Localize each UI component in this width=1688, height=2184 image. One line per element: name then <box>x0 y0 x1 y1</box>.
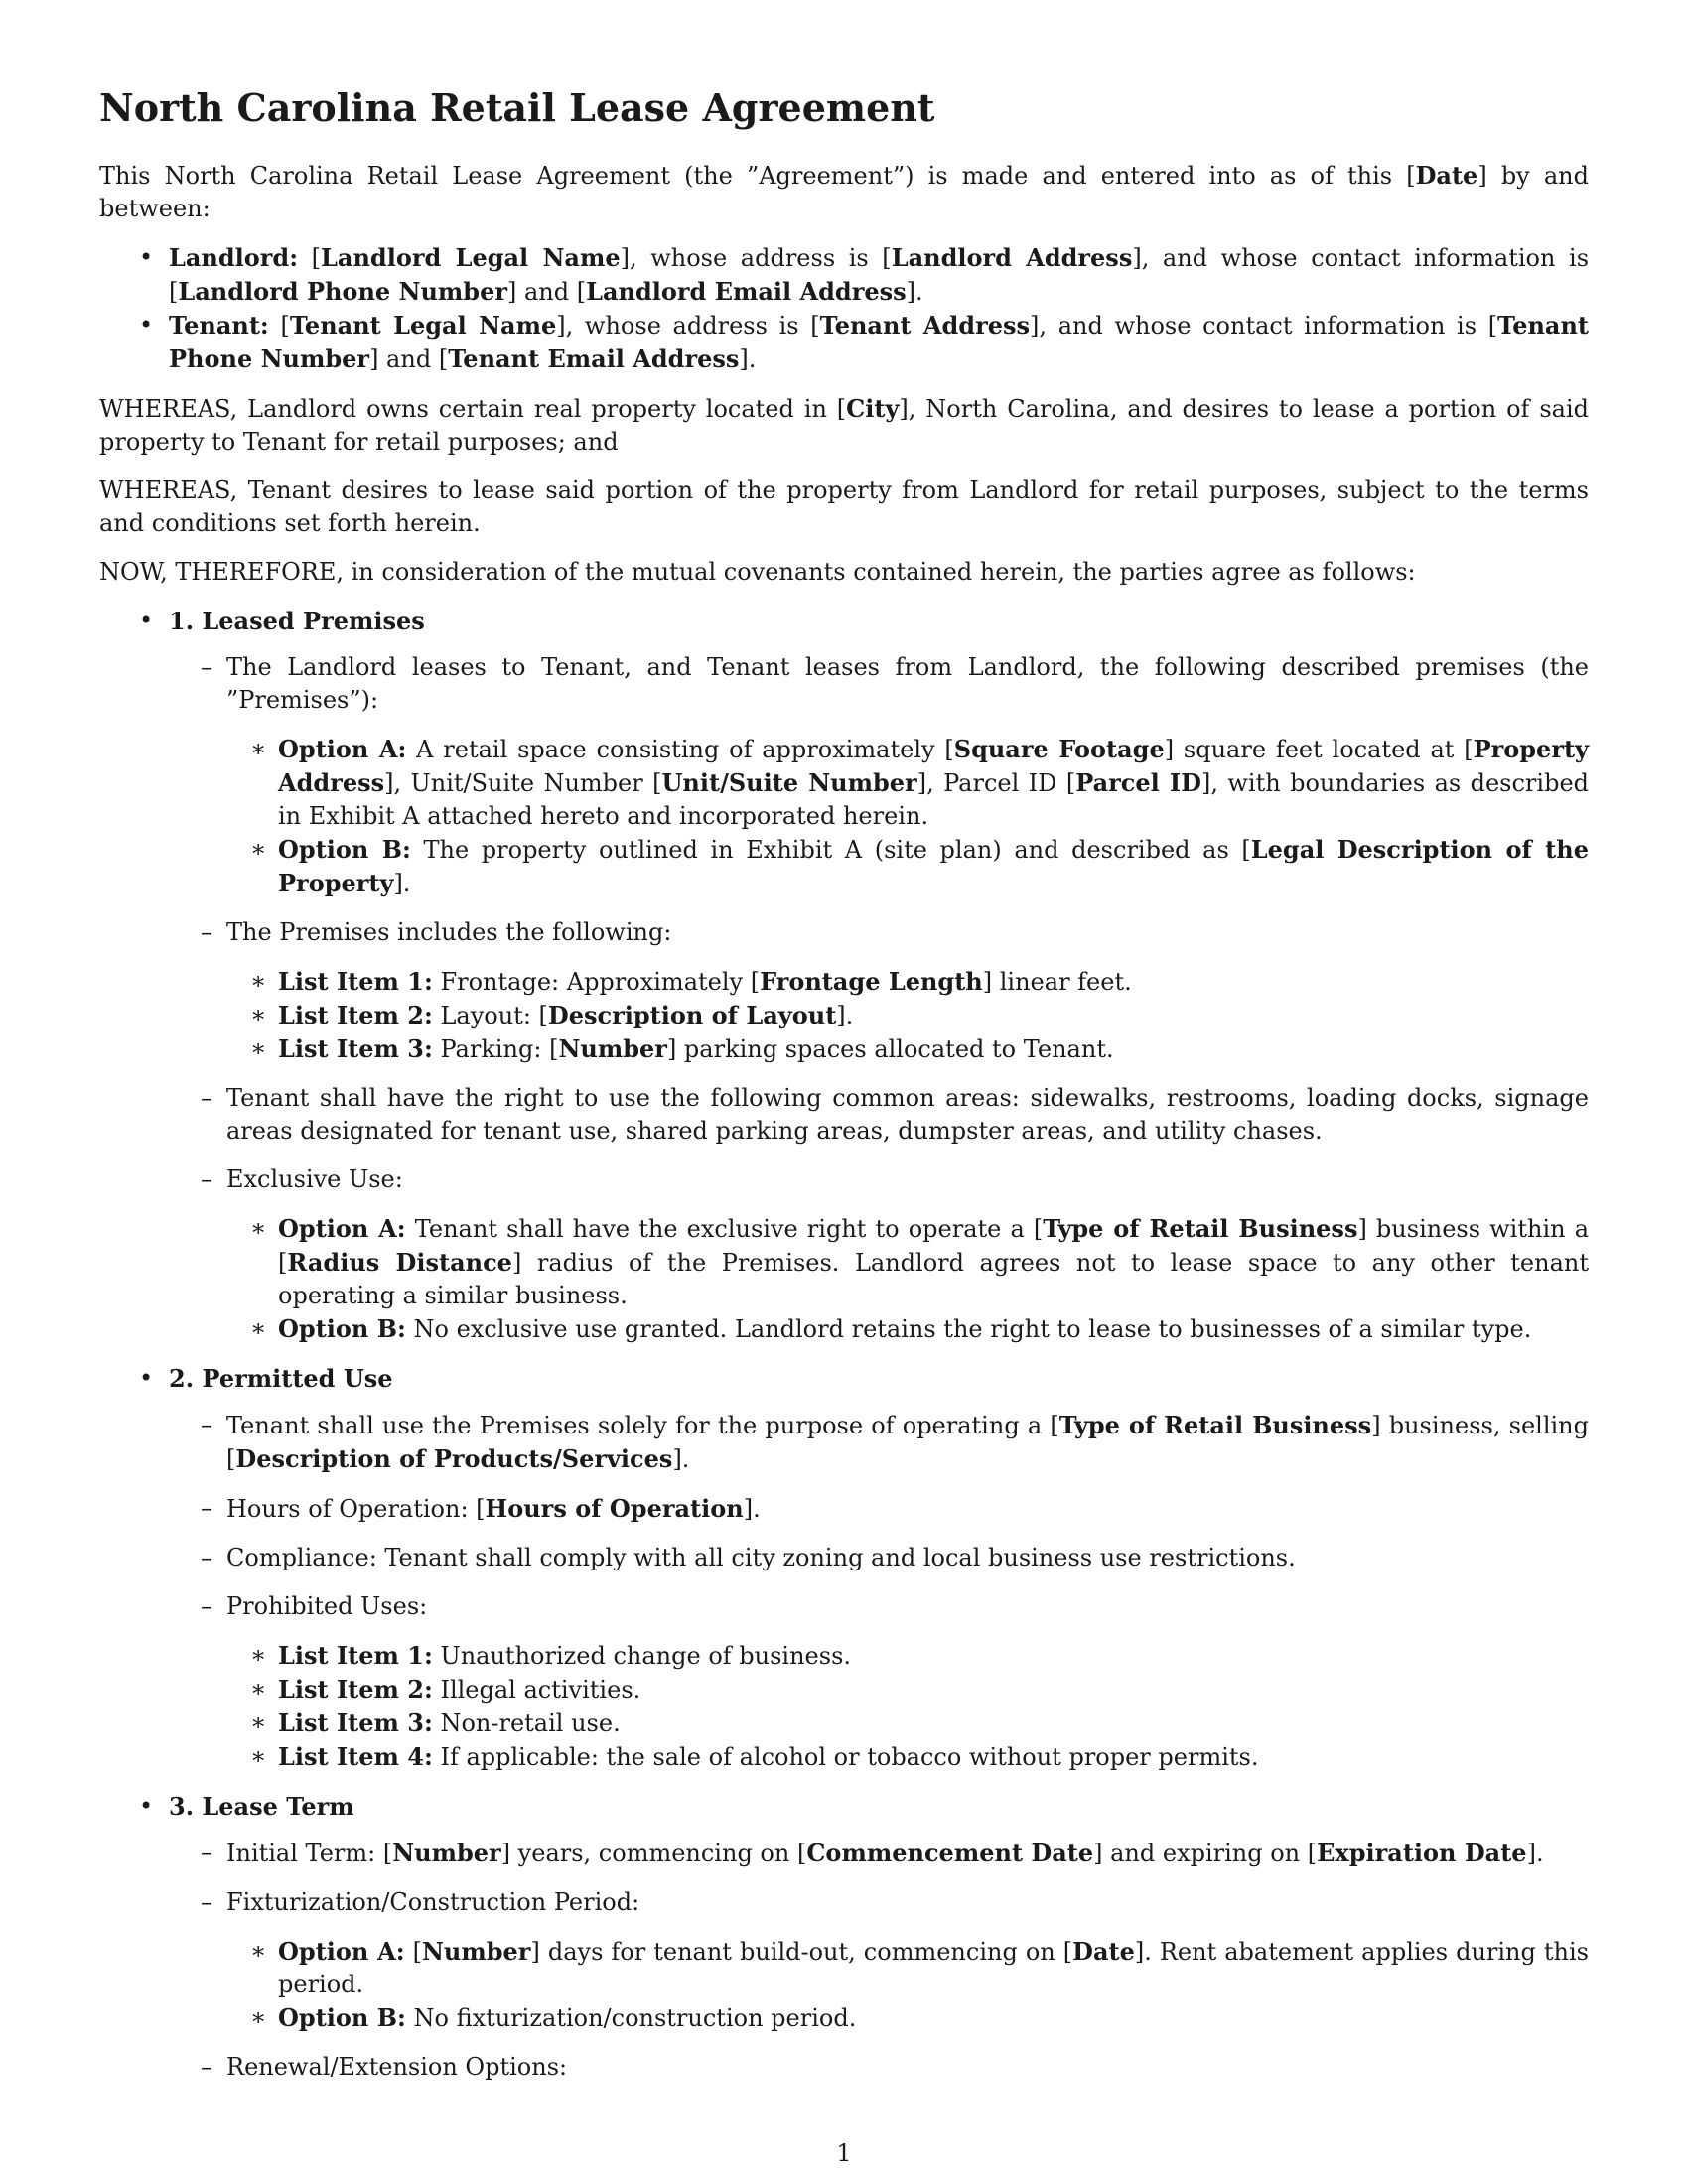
option-item: ∗ Option A: [Number] days for tenant build-out, commencing on [Date]. Rent abatement applies during this period. <box>226 1935 1589 2001</box>
list-item: ∗ List Item 1: Unauthorized change of business. <box>226 1639 1589 1673</box>
clause: – Initial Term: [Number] years, commencing on [Commencement Date] and expiring on [Expiration Date]. <box>167 1837 1589 1870</box>
page-number: 1 <box>836 2139 852 2167</box>
clause: – Renewal/Extension Options: <box>167 2051 1589 2084</box>
clause: – Compliance: Tenant shall comply with all city zoning and local business use restrictions. <box>167 1542 1589 1574</box>
intro-paragraph: This North Carolina Retail Lease Agreement (the ”Agreement”) is made and entered into as of this [Date] by and between: <box>99 160 1590 222</box>
landlord-item: • Landlord: [Landlord Legal Name], whose address is [Landlord Address], and whose contact information is [Landlord Phone Number] and [Landlord Email Address]. <box>99 241 1589 309</box>
clause: – Exclusive Use: ∗ Option A: Tenant shall have the exclusive right to operate a [Type of Retail Business] business within a [Radius Distance] radius of the Premises. Landlord agrees not to lease space to any other tenant operating a similar business. ∗ Option B: No exclusive use granted. Landlord retains the right to lease to businesses of a similar type. <box>167 1163 1589 1346</box>
clause: – Fixturization/Construction Period: ∗ Option A: [Number] days for tenant build-out, commencing on [Date]. Rent abatement applies during this period. ∗ Option B: No fixturization/construction period. <box>167 1886 1589 2035</box>
list-item: ∗ List Item 3: Non-retail use. <box>226 1706 1589 1740</box>
clause: – Prohibited Uses: ∗ List Item 1: Unauthorized change of business. ∗ List Item 2: Illegal activities. ∗ List Item 3: Non-retail use. ∗ List Item 4: If applicable: the sale of alcohol or tobacco without proper permits. <box>167 1590 1589 1774</box>
clause: – Tenant shall have the right to use the following common areas: sidewalks, restrooms, loading docks, signage areas designated for tenant use, shared parking areas, dumpster areas, and utility chases. <box>167 1082 1589 1148</box>
list-item: ∗ List Item 4: If applicable: the sale of alcohol or tobacco without proper permits. <box>226 1740 1589 1774</box>
whereas-paragraph-2: WHEREAS, Tenant desires to lease said portion of the property from Landlord for retail purposes, subject to the terms and conditions set forth herein. <box>99 476 1589 537</box>
section-heading: • 1. Leased Premises <box>169 606 425 635</box>
now-therefore-paragraph: NOW, THEREFORE, in consideration of the mutual covenants contained herein, the parties agree as follows: <box>99 557 1416 586</box>
tenant-item: • Tenant: [Tenant Legal Name], whose address is [Tenant Address], and whose contact information is [Tenant Phone Number] and [Tenant Email Address]. <box>99 309 1589 376</box>
option-item: ∗ Option A: Tenant shall have the exclusive right to operate a [Type of Retail Business] business within a [Radius Distance] radius of the Premises. Landlord agrees not to lease space to any other tenant operating a similar business. <box>226 1212 1589 1312</box>
list-item: ∗ List Item 2: Illegal activities. <box>226 1673 1589 1706</box>
section-lease-term <box>99 1790 1589 2084</box>
list-item: ∗ List Item 1: Frontage: Approximately [Frontage Length] linear feet. <box>226 965 1589 999</box>
section-heading: • 3. Lease Term <box>169 1791 354 1821</box>
clause: – Tenant shall use the Premises solely for the purpose of operating a [Type of Retail Business] business, selling [Description of Products/Services]. <box>167 1409 1589 1476</box>
page-title: North Carolina Retail Lease Agreement <box>99 85 935 130</box>
list-item: ∗ List Item 3: Parking: [Number] parking spaces allocated to Tenant. <box>226 1032 1589 1066</box>
section-permitted-use <box>99 1362 1589 1774</box>
section-leased-premises <box>99 605 1589 1346</box>
document-page <box>99 85 1589 2100</box>
clause: – The Premises includes the following: ∗ List Item 1: Frontage: Approximately [Frontage Length] linear feet. ∗ List Item 2: Layout: [Description of Layout]. ∗ List Item 3: Parking: [Number] parking spaces allocated to Tenant. <box>167 916 1589 1066</box>
list-item: ∗ List Item 2: Layout: [Description of Layout]. <box>226 999 1589 1032</box>
parties-list <box>99 241 1589 376</box>
clause: – The Landlord leases to Tenant, and Tenant leases from Landlord, the following described premises (the ”Premises”): ∗ Option A: A retail space consisting of approximately [Square Footage] square feet located at [Property Address], Unit/Suite Number [Unit/Suite Number], Parcel ID [Parcel ID], with boundaries as described in Exhibit A attached hereto and incorporated herein. ∗ Option B: The property outlined in Exhibit A (site plan) and described as [Legal Description of the Property]. <box>167 651 1589 900</box>
sections-list <box>99 605 1589 2084</box>
option-item: ∗ Option B: No fixturization/construction period. <box>226 2001 1589 2035</box>
option-item: ∗ Option A: A retail space consisting of approximately [Square Footage] square feet located at [Property Address], Unit/Suite Number [Unit/Suite Number], Parcel ID [Parcel ID], with boundaries as described in Exhibit A attached hereto and incorporated herein. <box>226 733 1589 833</box>
section-heading: • 2. Permitted Use <box>169 1363 393 1393</box>
option-item: ∗ Option B: No exclusive use granted. Landlord retains the right to lease to businesses of a similar type. <box>226 1312 1589 1346</box>
option-item: ∗ Option B: The property outlined in Exhibit A (site plan) and described as [Legal Description of the Property]. <box>226 833 1589 900</box>
clause: – Hours of Operation: [Hours of Operation]. <box>167 1492 1589 1526</box>
whereas-paragraph-1: WHEREAS, Landlord owns certain real property located in [City], North Carolina, and desires to lease a portion of said property to Tenant for retail purposes; and <box>99 393 1589 456</box>
